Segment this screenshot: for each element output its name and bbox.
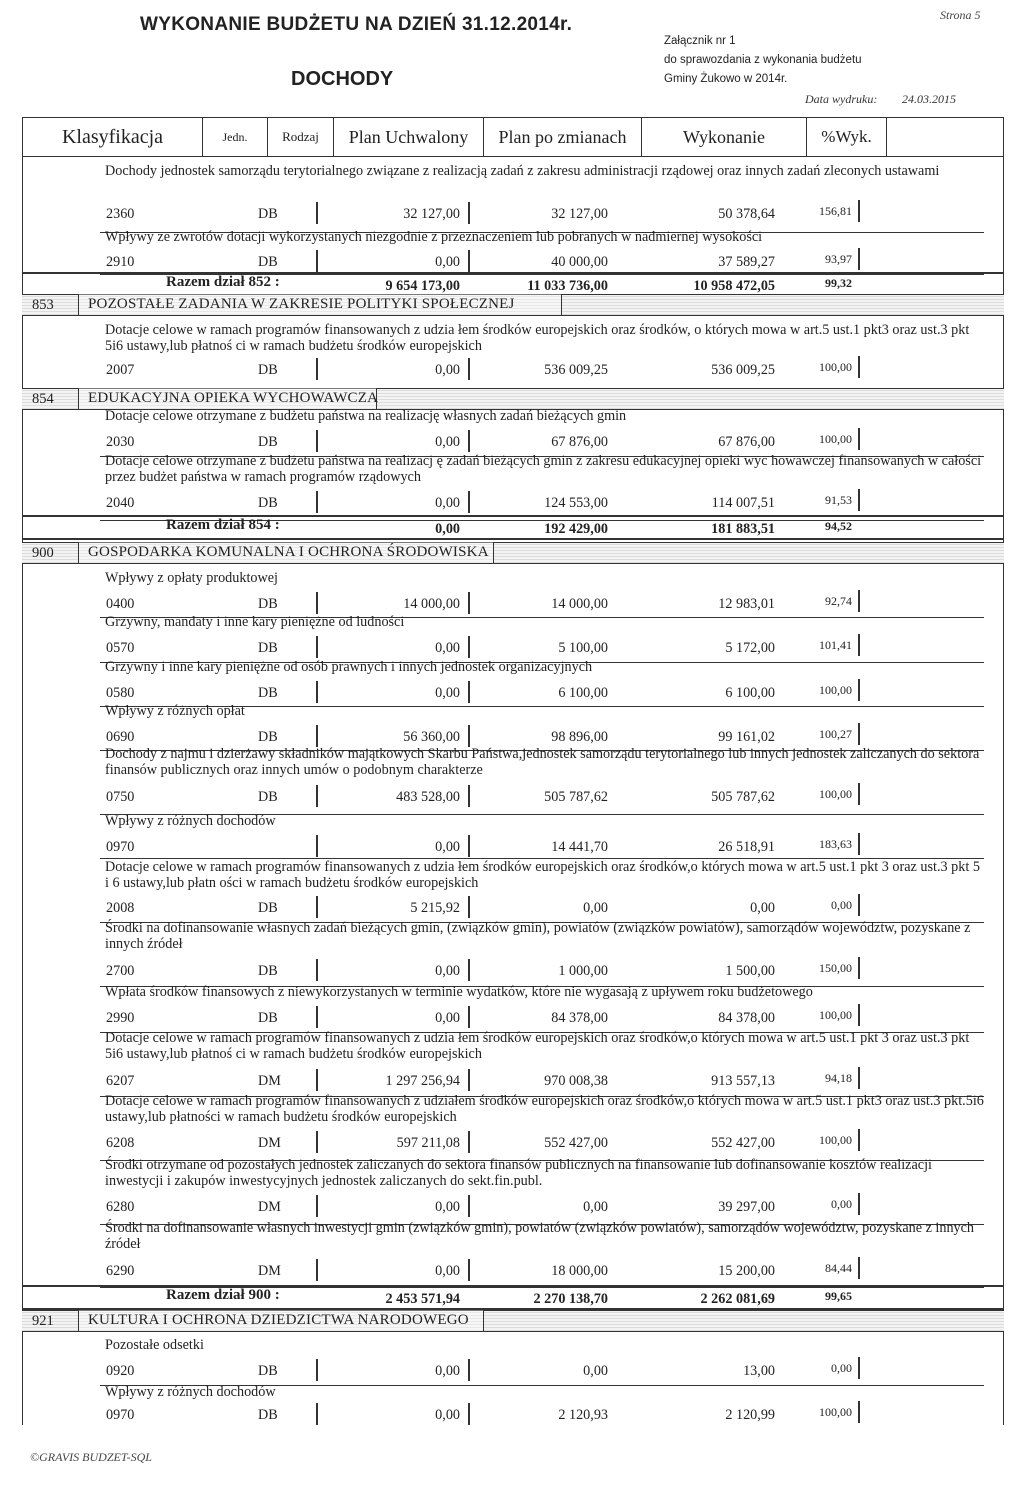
- row-divider: [316, 1359, 318, 1381]
- row-divider: [468, 725, 470, 747]
- row-divider: [858, 1401, 860, 1423]
- page-number: Strona 5: [940, 8, 981, 22]
- total-rule-top: [22, 515, 1004, 517]
- row-code: 2990: [106, 1010, 135, 1026]
- row-plan-uchwalony: 1 297 256,94: [385, 1073, 460, 1089]
- row-code: 0920: [106, 1363, 135, 1379]
- row-pct-wyk: 0,00: [831, 1361, 852, 1375]
- row-code: 2007: [106, 362, 135, 378]
- row-pct-wyk: 91,53: [825, 493, 852, 507]
- row-divider: [858, 1067, 860, 1089]
- total-after: 2 270 138,70: [533, 1291, 608, 1307]
- row-divider: [858, 1357, 860, 1379]
- row-jedn: DB: [258, 362, 278, 378]
- row-description: Wpływy z różnych dochodów: [105, 813, 276, 829]
- total-exec: 10 958 472,05: [693, 278, 775, 294]
- row-wykonanie: 2 120,99: [725, 1407, 775, 1423]
- row-jedn: DB: [258, 596, 278, 612]
- total-plan: 9 654 173,00: [385, 278, 460, 294]
- row-jedn: DB: [258, 495, 278, 511]
- section-name: POZOSTAŁE ZADANIA W ZAKRESIE POLITYKI SPOŁECZNEJ: [88, 296, 515, 312]
- total-after: 11 033 736,00: [527, 278, 608, 294]
- col-rodzaj: Rodzaj: [268, 118, 334, 156]
- row-divider: [468, 636, 470, 658]
- row-divider: [316, 681, 318, 703]
- row-code: 0970: [106, 839, 135, 855]
- section-header: [22, 294, 1004, 316]
- col-plan-po-zmianach: Plan po zmianach: [484, 118, 642, 156]
- row-plan-po-zmianach: 84 378,00: [551, 1010, 608, 1026]
- row-pct-wyk: 100,00: [819, 1008, 852, 1022]
- row-jedn: DM: [258, 1199, 281, 1215]
- row-code: 0690: [106, 729, 135, 745]
- row-plan-uchwalony: 0,00: [435, 1263, 460, 1279]
- footer-brand: ©GRAVIS BUDZET-SQL: [30, 1450, 152, 1464]
- row-pct-wyk: 156,81: [819, 204, 852, 218]
- section-header: [22, 542, 1004, 564]
- row-description: Dotacje celowe w ramach programów finansowanych z udzia łem środków europejskich oraz środków,o których mowa w art.5 ust.1 pkt 3 oraz ust.3 pkt 5 i 6 ustawy,lub płatn ości w ramach budżetu środków europejskich: [105, 859, 980, 891]
- row-plan-po-zmianach: 1 000,00: [558, 963, 608, 979]
- row-plan-uchwalony: 0,00: [435, 685, 460, 701]
- row-divider: [316, 358, 318, 380]
- row-wykonanie: 50 378,64: [718, 206, 775, 222]
- row-jedn: DB: [258, 1407, 278, 1423]
- row-plan-uchwalony: 0,00: [435, 1407, 460, 1423]
- row-plan-uchwalony: 597 211,08: [396, 1135, 460, 1151]
- total-plan: 0,00: [435, 521, 460, 537]
- section-name: KULTURA I OCHRONA DZIEDZICTWA NARODOWEGO: [88, 1312, 469, 1328]
- row-pct-wyk: 100,00: [819, 1405, 852, 1419]
- col-wykonanie: Wykonanie: [642, 118, 807, 156]
- row-divider: [316, 202, 318, 224]
- row-divider: [858, 783, 860, 805]
- row-divider: [468, 681, 470, 703]
- row-plan-po-zmianach: 0,00: [583, 900, 608, 916]
- total-pct: 94,52: [825, 519, 852, 533]
- row-jedn: DB: [258, 1363, 278, 1379]
- row-plan-uchwalony: 0,00: [435, 254, 460, 270]
- row-divider: [468, 1359, 470, 1381]
- row-wykonanie: 67 876,00: [718, 434, 775, 450]
- row-wykonanie: 536 009,25: [711, 362, 775, 378]
- print-date-label: Data wydruku:: [805, 92, 878, 106]
- row-plan-po-zmianach: 67 876,00: [551, 434, 608, 450]
- total-pct: 99,32: [825, 276, 852, 290]
- total-rule-bottom: [22, 538, 1004, 540]
- row-code: 2910: [106, 254, 135, 270]
- row-jedn: DB: [258, 640, 278, 656]
- report-subtitle: DOCHODY: [291, 68, 394, 90]
- row-wykonanie: 1 500,00: [725, 963, 775, 979]
- row-pct-wyk: 100,00: [819, 360, 852, 374]
- row-plan-uchwalony: 0,00: [435, 1363, 460, 1379]
- row-divider: [468, 959, 470, 981]
- row-description: Dotacje celowe w ramach programów finansowanych z udzia łem środków europejskich oraz środków, o których mowa w art.5 ust.1 pkt3 oraz ust.3 pkt 5i6 ustawy,lub płatnoś ci w ramach budżetu środków europejskich: [105, 322, 970, 354]
- row-divider: [316, 1006, 318, 1028]
- row-description: Wpływy z różnych opłat: [105, 703, 245, 719]
- row-description: Pozostałe odsetki: [105, 1337, 204, 1353]
- row-divider: [858, 248, 860, 270]
- row-divider: [316, 1195, 318, 1217]
- row-divider: [858, 957, 860, 979]
- row-code: 0750: [106, 789, 135, 805]
- row-plan-uchwalony: 0,00: [435, 1010, 460, 1026]
- row-jedn: DM: [258, 1073, 281, 1089]
- row-plan-po-zmianach: 14 000,00: [551, 596, 608, 612]
- row-divider: [316, 1131, 318, 1153]
- row-wykonanie: 0,00: [750, 900, 775, 916]
- row-divider: [858, 634, 860, 656]
- row-pct-wyk: 92,74: [825, 594, 852, 608]
- row-jedn: DB: [258, 1010, 278, 1026]
- row-wykonanie: 505 787,62: [711, 789, 775, 805]
- col-jedn: Jedn.: [203, 118, 268, 156]
- row-code: 6290: [106, 1263, 135, 1279]
- total-after: 192 429,00: [544, 521, 608, 537]
- row-divider: [858, 833, 860, 855]
- total-plan: 2 453 571,94: [385, 1291, 460, 1307]
- row-jedn: DB: [258, 206, 278, 222]
- row-wykonanie: 15 200,00: [718, 1263, 775, 1279]
- row-description: Dotacje celowe w ramach programów finansowanych z udziałem środków europejskich oraz środków,o których mowa w art.5 ust.1 pkt3 oraz ust.3 pkt.5i6 ustawy,lub płatności w ramach budżetu środków europejskich: [105, 1093, 984, 1125]
- total-pct: 99,65: [825, 1289, 852, 1303]
- row-divider: [468, 430, 470, 452]
- row-divider: [316, 592, 318, 614]
- total-label: Razem dział 854 :: [166, 517, 280, 533]
- attachment-line-3: Gminy Żukowo w 2014r.: [664, 73, 788, 85]
- row-plan-po-zmianach: 40 000,00: [551, 254, 608, 270]
- row-divider: [468, 250, 470, 272]
- row-description: Środki na dofinansowanie własnych zadań bieżących gmin, (związków gmin), powiatów (związków powiatów), samorządów województw, pozyskane z innych źródeł: [105, 920, 971, 952]
- row-description: Dotacje celowe otrzymane z budżetu państwa na realizacj ę zadań bieżących gmin z zakresu edukacyjnej opieki wyc howawczej finansowanych w całości przez budżet państwa w ramach programów rządowych: [105, 453, 982, 485]
- row-divider: [468, 202, 470, 224]
- row-plan-uchwalony: 0,00: [435, 362, 460, 378]
- row-pct-wyk: 100,00: [819, 432, 852, 446]
- row-plan-po-zmianach: 505 787,62: [544, 789, 608, 805]
- row-divider: [858, 1257, 860, 1279]
- total-exec: 2 262 081,69: [700, 1291, 775, 1307]
- row-code: 6280: [106, 1199, 135, 1215]
- row-code: 2360: [106, 206, 135, 222]
- row-divider: [316, 785, 318, 807]
- row-divider: [316, 835, 318, 857]
- row-pct-wyk: 100,00: [819, 787, 852, 801]
- row-pct-wyk: 93,97: [825, 252, 852, 266]
- row-code: 0570: [106, 640, 135, 656]
- col-pct-wyk: %Wyk.: [807, 118, 887, 156]
- section-name: GOSPODARKA KOMUNALNA I OCHRONA ŚRODOWISKA: [88, 544, 489, 560]
- row-wykonanie: 5 172,00: [725, 640, 775, 656]
- row-plan-uchwalony: 0,00: [435, 640, 460, 656]
- row-plan-po-zmianach: 6 100,00: [558, 685, 608, 701]
- total-rule-top: [22, 272, 1004, 274]
- row-plan-po-zmianach: 536 009,25: [544, 362, 608, 378]
- col-klasyfikacja: Klasyfikacja: [23, 118, 203, 156]
- row-plan-po-zmianach: 18 000,00: [551, 1263, 608, 1279]
- row-plan-po-zmianach: 5 100,00: [558, 640, 608, 656]
- row-divider: [468, 1069, 470, 1091]
- row-code: 0970: [106, 1407, 135, 1423]
- total-rule-top: [22, 1285, 1004, 1287]
- row-pct-wyk: 0,00: [831, 898, 852, 912]
- row-divider: [858, 428, 860, 450]
- row-jedn: DB: [258, 900, 278, 916]
- row-plan-uchwalony: 0,00: [435, 434, 460, 450]
- row-description: Środki otrzymane od pozostałych jednostek zaliczanych do sektora finansów publicznych na finansowanie lub dofinansowanie kosztów realizacji inwestycji i zakupów inwestycyjnych jednostek zaliczanych do sekt.fin.publ.: [105, 1157, 932, 1189]
- row-divider: [468, 1195, 470, 1217]
- row-code: 2040: [106, 495, 135, 511]
- attachment-line-2: do sprawozdania z wykonania budżetu: [664, 54, 862, 66]
- row-divider: [468, 835, 470, 857]
- row-pct-wyk: 84,44: [825, 1261, 852, 1275]
- row-divider: [316, 959, 318, 981]
- row-divider: [858, 1129, 860, 1151]
- row-description: Grzywny i inne kary pieniężne od osób prawnych i innych jednostek organizacyjnych: [105, 659, 593, 675]
- row-divider: [316, 636, 318, 658]
- total-label: Razem dział 852 :: [166, 274, 280, 290]
- row-code: 2030: [106, 434, 135, 450]
- row-divider: [858, 489, 860, 511]
- col-plan-uchwalony: Plan Uchwalony: [334, 118, 484, 156]
- row-divider: [316, 491, 318, 513]
- row-divider: [316, 430, 318, 452]
- row-plan-po-zmianach: 2 120,93: [558, 1407, 608, 1423]
- row-description: Dotacje celowe w ramach programów finansowanych z udzia łem środków europejskich oraz środków,o których mowa w art.5 ust.1 pkt 3 oraz ust.3 pkt 5i6 ustawy,lub płatnoś ci w ramach budżetu środków europejskich: [105, 1030, 970, 1062]
- row-plan-po-zmianach: 0,00: [583, 1363, 608, 1379]
- row-divider: [858, 1193, 860, 1215]
- row-pct-wyk: 150,00: [819, 961, 852, 975]
- row-plan-uchwalony: 14 000,00: [403, 596, 460, 612]
- row-wykonanie: 6 100,00: [725, 685, 775, 701]
- row-plan-po-zmianach: 124 553,00: [544, 495, 608, 511]
- row-divider: [468, 1131, 470, 1153]
- row-divider: [316, 896, 318, 918]
- row-plan-po-zmianach: 98 896,00: [551, 729, 608, 745]
- row-description: Grzywny, mandaty i inne kary pieniężne od ludności: [105, 614, 405, 630]
- print-date: 24.03.2015: [902, 92, 956, 106]
- row-description: Wpłata środków finansowych z niewykorzystanych w terminie wydatków, które nie wygasają z upływem roku budżetowego: [105, 984, 813, 1000]
- row-wykonanie: 552 427,00: [711, 1135, 775, 1151]
- row-plan-po-zmianach: 0,00: [583, 1199, 608, 1215]
- section-header: [22, 388, 1004, 410]
- row-pct-wyk: 94,18: [825, 1071, 852, 1085]
- total-label: Razem dział 900 :: [166, 1287, 280, 1303]
- row-code: 2700: [106, 963, 135, 979]
- row-description: Dotacje celowe otrzymane z budżetu państwa na realizację własnych zadań bieżących gmin: [105, 408, 627, 424]
- row-plan-uchwalony: 483 528,00: [396, 789, 460, 805]
- row-divider: [468, 896, 470, 918]
- row-plan-po-zmianach: 552 427,00: [544, 1135, 608, 1151]
- row-divider: [858, 356, 860, 378]
- row-plan-uchwalony: 0,00: [435, 963, 460, 979]
- row-divider: [316, 725, 318, 747]
- row-description: Środki na dofinansowanie własnych inwestycji gmin (związków gmin), powiatów (związków powiatów), samorządów województw, pozyskane z innych źródeł: [105, 1220, 975, 1252]
- row-divider: [316, 1403, 318, 1425]
- section-code: 854: [32, 391, 54, 407]
- row-wykonanie: 99 161,02: [718, 729, 775, 745]
- section-code: 921: [32, 1313, 54, 1329]
- row-divider: [858, 590, 860, 612]
- total-exec: 181 883,51: [711, 521, 775, 537]
- row-divider: [858, 894, 860, 916]
- row-divider: [858, 1004, 860, 1026]
- attachment-line-1: Załącznik nr 1: [664, 35, 736, 47]
- row-jedn: DB: [258, 729, 278, 745]
- row-plan-po-zmianach: 14 441,70: [551, 839, 608, 855]
- row-wykonanie: 913 557,13: [711, 1073, 775, 1089]
- row-plan-po-zmianach: 32 127,00: [551, 206, 608, 222]
- row-plan-uchwalony: 56 360,00: [403, 729, 460, 745]
- row-jedn: DM: [258, 1135, 281, 1151]
- row-plan-po-zmianach: 970 008,38: [544, 1073, 608, 1089]
- row-jedn: DM: [258, 1263, 281, 1279]
- row-pct-wyk: 100,00: [819, 1133, 852, 1147]
- section-header: [22, 1310, 1004, 1332]
- row-wykonanie: 114 007,51: [711, 495, 775, 511]
- row-divider: [468, 358, 470, 380]
- section-code: 900: [32, 545, 54, 561]
- row-divider: [468, 491, 470, 513]
- row-jedn: DB: [258, 963, 278, 979]
- row-divider: [858, 679, 860, 701]
- row-divider: [468, 1006, 470, 1028]
- row-divider: [858, 723, 860, 745]
- row-code: 6208: [106, 1135, 135, 1151]
- row-code: 2008: [106, 900, 135, 916]
- row-wykonanie: 37 589,27: [718, 254, 775, 270]
- row-pct-wyk: 0,00: [831, 1197, 852, 1211]
- row-plan-uchwalony: 5 215,92: [410, 900, 460, 916]
- row-divider: [316, 250, 318, 272]
- row-pct-wyk: 101,41: [819, 638, 852, 652]
- row-plan-uchwalony: 0,00: [435, 495, 460, 511]
- row-code: 0580: [106, 685, 135, 701]
- row-description: Dochody jednostek samorządu terytorialnego związane z realizacją zadań z zakresu administracji rządowej oraz innych zadań zleconych ustawami: [105, 163, 940, 179]
- row-pct-wyk: 100,27: [819, 727, 852, 741]
- row-jedn: DB: [258, 789, 278, 805]
- row-description: Dochody z najmu i dzierżawy składników majątkowych Skarbu Państwa,jednostek samorządu terytorialnego lub innych jednostek zaliczanych do sektora finansów publicznych oraz innych umów o podobnym charakterze: [105, 746, 980, 778]
- table-header: [22, 117, 1004, 157]
- row-divider: [858, 200, 860, 222]
- row-jedn: DB: [258, 685, 278, 701]
- report-title: WYKONANIE BUDŻETU NA DZIEŃ 31.12.2014r.: [140, 14, 573, 35]
- section-code: 853: [32, 297, 54, 313]
- row-pct-wyk: 183,63: [819, 837, 852, 851]
- row-wykonanie: 39 297,00: [718, 1199, 775, 1215]
- row-divider: [316, 1259, 318, 1281]
- row-code: 6207: [106, 1073, 135, 1089]
- row-code: 0400: [106, 596, 135, 612]
- row-plan-uchwalony: 0,00: [435, 839, 460, 855]
- row-wykonanie: 26 518,91: [718, 839, 775, 855]
- row-divider: [468, 1403, 470, 1425]
- row-divider: [316, 1069, 318, 1091]
- row-jedn: DB: [258, 434, 278, 450]
- row-wykonanie: 13,00: [743, 1363, 775, 1379]
- row-wykonanie: 12 983,01: [718, 596, 775, 612]
- row-divider: [468, 592, 470, 614]
- row-description: Wpływy ze zwrotów dotacji wykorzystanych niezgodnie z przeznaczeniem lub pobranych w nadmiernej wysokości: [105, 229, 763, 245]
- row-plan-uchwalony: 0,00: [435, 1199, 460, 1215]
- row-divider: [468, 1259, 470, 1281]
- row-jedn: DB: [258, 254, 278, 270]
- row-plan-uchwalony: 32 127,00: [403, 206, 460, 222]
- row-description: Wpływy z opłaty produktowej: [105, 570, 278, 586]
- section-name: EDUKACYJNA OPIEKA WYCHOWAWCZA: [88, 390, 379, 406]
- row-description: Wpływy z różnych dochodów: [105, 1384, 276, 1400]
- row-pct-wyk: 100,00: [819, 683, 852, 697]
- row-divider: [468, 785, 470, 807]
- row-wykonanie: 84 378,00: [718, 1010, 775, 1026]
